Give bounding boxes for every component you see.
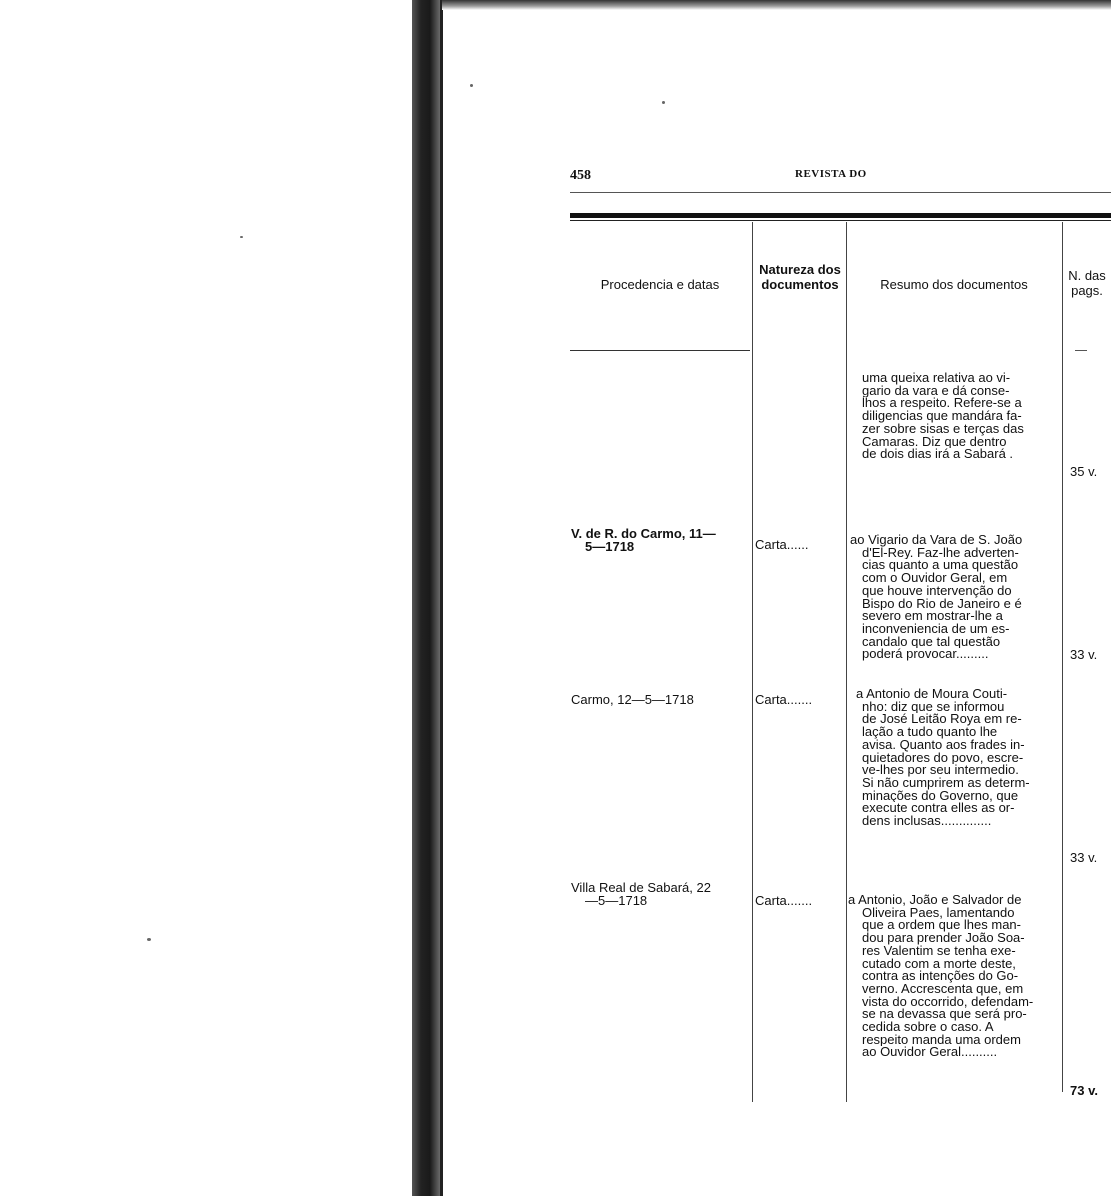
summary-line: lhos a respeito. Refere-se a — [862, 397, 1022, 411]
table-row-summary — [856, 688, 1060, 828]
column-divider — [846, 222, 847, 1102]
running-head: REVISTA DO — [795, 168, 867, 180]
summary-line: a Antonio de Moura Couti- — [856, 688, 1008, 701]
summary-line: de José Leitão Roya em re- — [862, 713, 1022, 727]
summary-line: a Antonio, João e Salvador de — [848, 894, 1022, 907]
summary-line: contra as intenções do Go- — [862, 970, 1019, 983]
summary-line: cutado com a morte deste, — [862, 957, 1016, 971]
header-resumo: Resumo dos documentos — [880, 277, 1028, 292]
table-row-origin — [571, 528, 716, 553]
table-row-nature: Carta...... — [755, 537, 809, 552]
header-procedencia: Procedencia e datas — [600, 277, 720, 292]
summary-line: de dois dias irá a Sabará . — [862, 448, 1014, 461]
header-rule — [570, 192, 1111, 193]
summary-line: Camaras. Diz que dentro — [862, 435, 1007, 449]
page-top-edge — [442, 0, 1111, 10]
summary-line: severo em mostrar-lhe a — [862, 610, 1003, 623]
summary-line: avisa. Quanto aos frades in- — [862, 738, 1025, 752]
summary-line: poderá provocar......... — [862, 648, 989, 662]
scan-speck — [470, 84, 473, 87]
header-bottom-rule — [1075, 350, 1087, 351]
summary-line: diligencias que mandára fa- — [862, 410, 1022, 423]
header-natureza: Natureza dos documentos — [759, 262, 841, 292]
origin-line: —5—1718 — [585, 892, 648, 908]
summary-line: Bispo do Rio de Janeiro e é — [862, 597, 1022, 611]
summary-line: minações do Governo, que — [862, 789, 1019, 803]
summary-line: dens inclusas.............. — [862, 815, 992, 828]
summary-line: com o Ouvidor Geral, em — [862, 572, 1008, 585]
summary-line: se na devassa que será pro- — [862, 1008, 1027, 1022]
summary-line: candalo que tal questão — [862, 635, 1001, 649]
summary-line: vista do occorrido, defendam- — [862, 995, 1034, 1009]
summary-line: gario da vara e dá conse- — [862, 384, 1010, 398]
origin-line: V. de R. do Carmo, 11— — [571, 526, 716, 541]
origin-line: 5—1718 — [585, 538, 635, 554]
summary-line: zer sobre sisas e terças das — [862, 422, 1024, 436]
summary-line: ao Vigario da Vara de S. João — [850, 534, 1023, 547]
header-pags: N. das pags. — [1068, 268, 1106, 298]
summary-line: quietadores do povo, escre- — [862, 751, 1024, 765]
table-row-pages: 73 v. — [1070, 1083, 1098, 1098]
summary-line: ao Ouvidor Geral.......... — [862, 1046, 998, 1060]
summary-line: d'El-Rey. Faz-lhe adverten- — [862, 546, 1019, 560]
scan-speck — [240, 236, 243, 238]
summary-line: respeito manda uma ordem — [862, 1033, 1021, 1047]
summary-line: cias quanto a uma questão — [862, 559, 1019, 573]
summary-line: Si não cumprirem as determ- — [862, 776, 1030, 790]
table-row-origin — [571, 694, 694, 707]
summary-line: nho: diz que se informou — [862, 700, 1005, 714]
table-row-nature: Carta....... — [755, 893, 813, 908]
page-number: 458 — [570, 168, 591, 183]
spine-edge — [440, 0, 443, 1196]
scan-speck — [662, 101, 665, 104]
book-spine — [412, 0, 442, 1196]
summary-line: lação a tudo quanto lhe — [862, 726, 998, 739]
summary-line: que a ordem que lhes man- — [862, 919, 1021, 933]
scan-speck — [147, 938, 151, 941]
summary-line: uma queixa relativa ao vi- — [862, 372, 1011, 385]
summary-line: cedida sobre o caso. A — [862, 1021, 994, 1034]
summary-line: inconveniencia de um es- — [862, 622, 1010, 636]
table-row-summary — [848, 894, 1060, 1059]
header-bottom-rule — [570, 350, 750, 351]
table-row-pages: 35 v. — [1070, 464, 1098, 479]
column-divider — [752, 222, 753, 1102]
summary-line: Oliveira Paes, lamentando — [862, 906, 1015, 920]
summary-line: execute contra elles as or- — [862, 802, 1015, 816]
table-row-summary — [862, 372, 1062, 461]
origin-line: Carmo, 12—5—1718 — [571, 692, 694, 707]
summary-line: ve-lhes por seu intermedio. — [862, 764, 1019, 777]
table-top-thin-rule — [570, 220, 1111, 221]
table-row-summary — [850, 534, 1060, 661]
column-divider — [1062, 222, 1063, 1092]
summary-line: res Valentim se tenha exe- — [862, 944, 1016, 958]
table-row-origin — [571, 882, 711, 907]
summary-line: dou para prender João Soa- — [862, 932, 1025, 945]
summary-line: verno. Accrescenta que, em — [862, 982, 1024, 996]
table-row-pages: 33 v. — [1070, 647, 1098, 662]
summary-line: que houve intervenção do — [862, 584, 1012, 598]
table-row-pages: 33 v. — [1070, 850, 1098, 865]
origin-line: Villa Real de Sabará, 22 — [571, 880, 711, 895]
table-row-nature: Carta....... — [755, 692, 813, 707]
table-top-rule — [570, 213, 1111, 218]
